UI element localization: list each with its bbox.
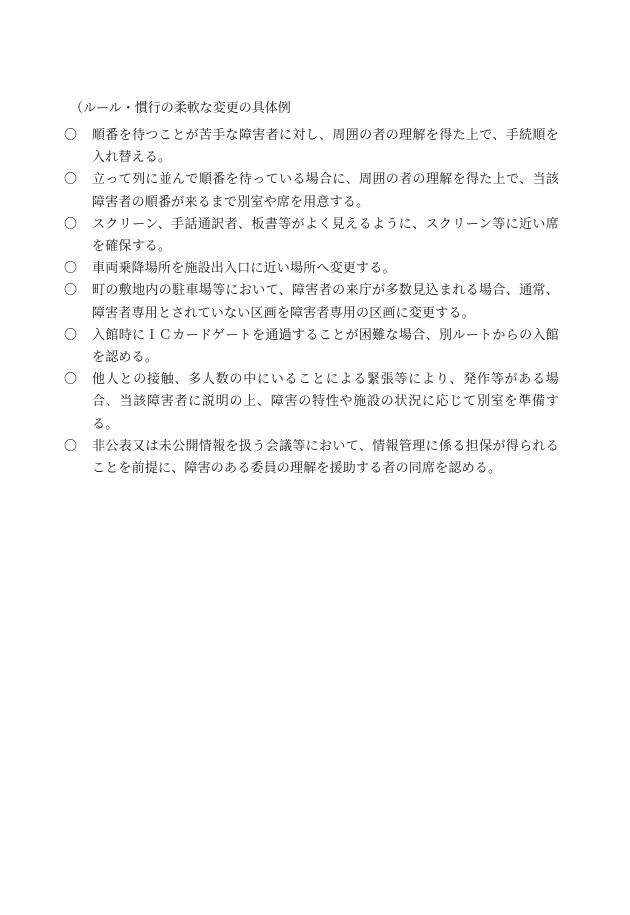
circle-bullet-icon: 〇 (64, 438, 78, 454)
list-item (64, 125, 559, 169)
list-item (64, 369, 559, 436)
list-item-text: 他人との接触、多人数の中にいることによる緊張等により、発作等がある場合、当該障害者に説明の上、障害の特性や施設の状況に応じて別室を準備する。 (92, 372, 559, 432)
list-item-text: 非公表又は未公開情報を扱う会議等において、情報管理に係る担保が得られることを前提に、障害のある委員の理解を援助する者の同席を認める。 (92, 438, 559, 477)
list-item-text: 車両乗降場所を施設出入口に近い場所へ変更する。 (92, 261, 396, 277)
list-item (64, 436, 559, 480)
list-item-text: スクリーン、手話通訳者、板書等がよく見えるように、スクリーン等に近い席を確保する。 (92, 216, 559, 255)
examples-list (64, 125, 559, 480)
circle-bullet-icon: 〇 (64, 128, 78, 143)
list-item (64, 258, 559, 280)
circle-bullet-icon: 〇 (64, 283, 78, 299)
list-item (64, 280, 559, 324)
circle-bullet-icon: 〇 (64, 216, 78, 232)
section-heading: （ルール・慣行の柔軟な変更の具体例 (70, 101, 291, 116)
circle-bullet-icon: 〇 (64, 172, 78, 188)
list-item-text: 町の敷地内の駐車場等において、障害者の来庁が多数見込まれる場合、通常、障害者専用とされていない区画を障害者専用の区画に変更する。 (92, 283, 559, 321)
list-item (64, 169, 559, 213)
list-item-text: 入館時にＩＣカードゲートを通過することが困難な場合、別ルートからの入館を認める。 (92, 327, 559, 366)
list-item (64, 214, 559, 258)
circle-bullet-icon: 〇 (64, 327, 78, 343)
circle-bullet-icon: 〇 (64, 372, 78, 388)
list-item-text: 順番を待つことが苦手な障害者に対し、周囲の者の理解を得た上で、手続順を入れ替える。 (92, 128, 559, 166)
circle-bullet-icon: 〇 (64, 261, 78, 277)
list-item-text: 立って列に並んで順番を待っている場合に、周囲の者の理解を得た上で、当該障害者の順番が来るまで別室や席を用意する。 (92, 172, 559, 210)
list-item (64, 325, 559, 369)
